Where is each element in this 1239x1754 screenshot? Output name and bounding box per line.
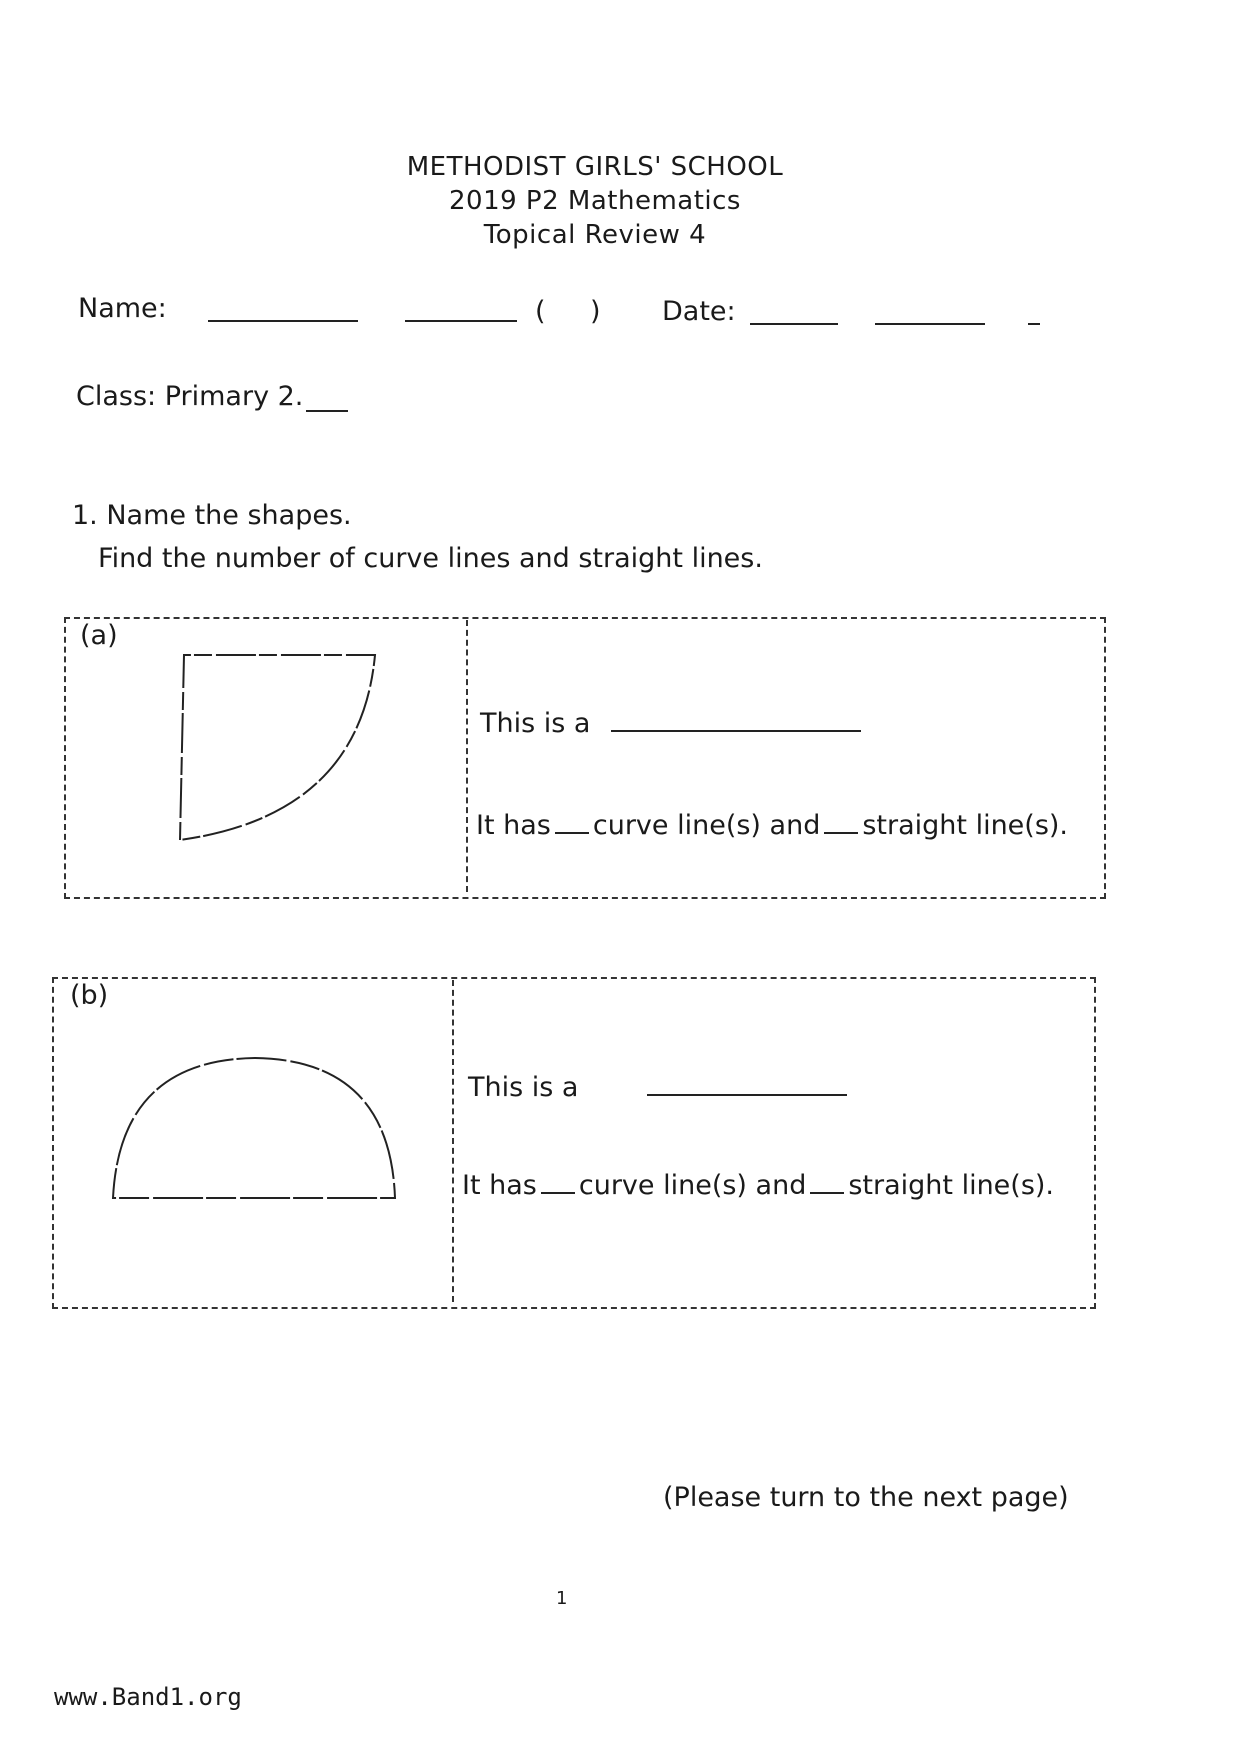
question-instruction: Find the number of curve lines and straight lines. (98, 543, 763, 574)
item-a-straight-count-blank[interactable] (824, 814, 858, 834)
item-b-divider (452, 980, 454, 1302)
item-b-curve-count-blank[interactable] (541, 1174, 575, 1194)
paper-subject: 2019 P2 Mathematics (449, 186, 741, 216)
school-name: METHODIST GIRLS' SCHOOL (406, 152, 784, 182)
item-b-sentence-1 (468, 1072, 847, 1103)
date-blank-2[interactable] (875, 323, 985, 325)
turn-page-note: (Please turn to the next page) (663, 1482, 1069, 1513)
watermark: www.Band1.org (54, 1683, 242, 1711)
class-blank[interactable] (306, 410, 348, 412)
item-a-shape-name-blank[interactable] (611, 710, 861, 732)
item-b-shape-name-blank[interactable] (647, 1074, 847, 1096)
item-a-label: (a) (80, 620, 118, 651)
name-label: Name: (78, 293, 167, 324)
item-a-curve-text: curve line(s) and (592, 810, 821, 841)
item-b-sentence-2 (462, 1170, 1054, 1201)
date-blank-1[interactable] (750, 323, 838, 325)
name-blank-2[interactable] (405, 320, 517, 322)
class-label: Class: Primary 2. (76, 381, 304, 412)
item-b-label: (b) (70, 980, 109, 1011)
item-a-this-is-a: This is a (480, 708, 591, 739)
item-b-straight-count-blank[interactable] (810, 1174, 844, 1194)
item-a-sentence-2 (476, 810, 1068, 841)
question-title: 1. Name the shapes. (72, 500, 352, 531)
item-b-it-has: It has (462, 1170, 537, 1201)
item-a-curve-count-blank[interactable] (555, 814, 589, 834)
name-blank[interactable] (208, 320, 358, 322)
semi-circle-shape (105, 1050, 405, 1210)
date-blank-3[interactable] (1028, 323, 1040, 325)
page-number: 1 (556, 1588, 568, 1609)
item-a-it-has: It has (476, 810, 551, 841)
item-b-curve-text: curve line(s) and (578, 1170, 807, 1201)
item-a-sentence-1 (480, 708, 861, 739)
item-b-this-is-a: This is a (468, 1072, 579, 1103)
paper-title: Topical Review 4 (483, 220, 707, 250)
date-label: Date: (662, 296, 736, 327)
item-a-divider (466, 620, 468, 892)
register-number-open-paren: ( (535, 296, 546, 327)
register-number-close-paren: ) (590, 296, 601, 327)
item-b-straight-text: straight line(s). (848, 1170, 1055, 1201)
item-a-straight-text: straight line(s). (862, 810, 1069, 841)
quarter-circle-shape (170, 645, 390, 850)
